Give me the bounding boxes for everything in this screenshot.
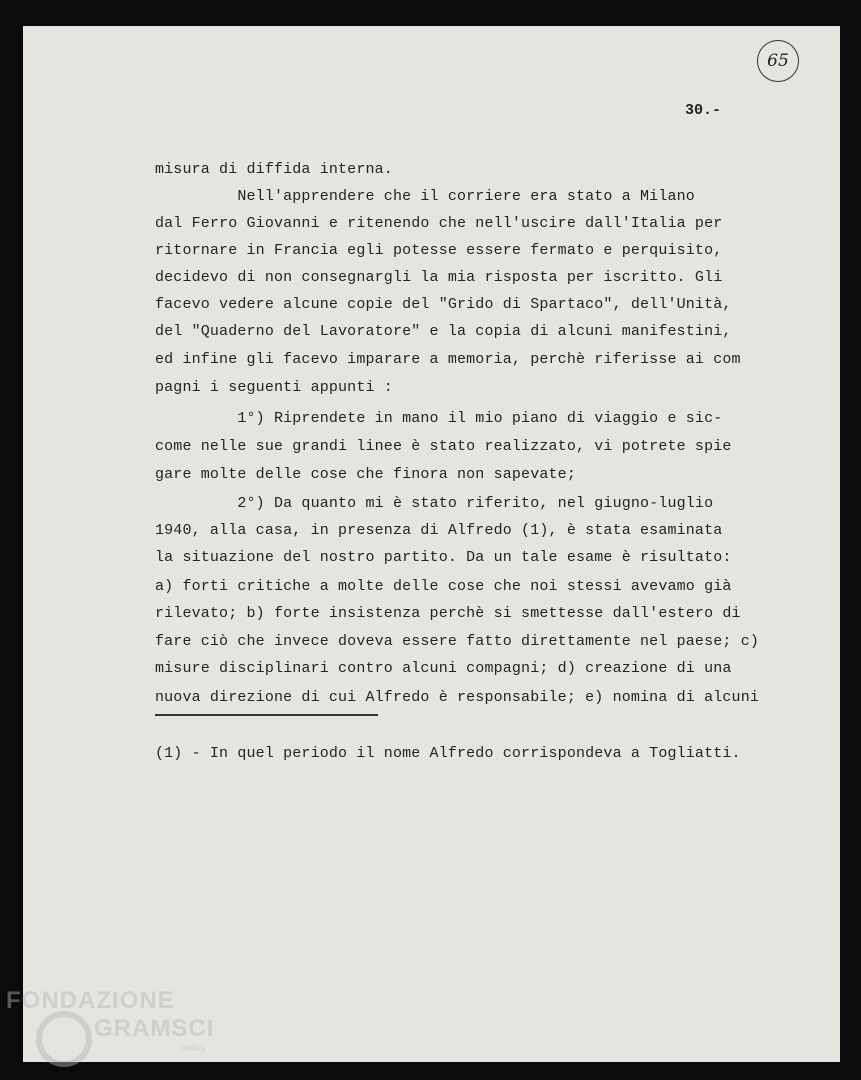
- archive-stamp: 65: [757, 40, 799, 82]
- body-line: decidevo di non consegnargli la mia risposta per iscritto. Gli: [155, 269, 723, 286]
- body-line: fare ciò che invece doveva essere fatto direttamente nel paese; c): [155, 633, 759, 650]
- body-line: misure disciplinari contro alcuni compagni; d) creazione di una: [155, 660, 732, 677]
- body-line: facevo vedere alcune copie del "Grido di Spartaco", dell'Unità,: [155, 296, 732, 313]
- body-line: rilevato; b) forte insistenza perchè si smettesse dall'estero di: [155, 605, 741, 622]
- body-line: pagni i seguenti appunti :: [155, 379, 393, 396]
- watermark-line1: FONDAZIONE: [6, 987, 175, 1014]
- body-line: a) forti critiche a molte delle cose che noi stessi avevamo già: [155, 578, 732, 595]
- body-line: gare molte delle cose che finora non sapevate;: [155, 466, 576, 483]
- body-line: 1940, alla casa, in presenza di Alfredo (1), è stata esaminata: [155, 522, 723, 539]
- body-line: 2°) Da quanto mi è stato riferito, nel giugno-luglio: [155, 495, 714, 512]
- watermark-line3: onlus: [181, 1043, 205, 1054]
- page-number: 30.-: [685, 102, 722, 119]
- body-line: del "Quaderno del Lavoratore" e la copia di alcuni manifestini,: [155, 323, 732, 340]
- body-line: la situazione del nostro partito. Da un tale esame è risultato:: [155, 549, 732, 566]
- body-line: dal Ferro Giovanni e ritenendo che nell'uscire dall'Italia per: [155, 215, 723, 232]
- fondazione-gramsci-watermark: [6, 987, 226, 1067]
- document-page: [23, 26, 840, 1062]
- body-line: misura di diffida interna.: [155, 161, 393, 178]
- body-line: ed infine gli facevo imparare a memoria, perchè riferisse ai com: [155, 351, 741, 368]
- body-line: 1°) Riprendete in mano il mio piano di viaggio e sic-: [155, 410, 723, 427]
- footnote: (1) - In quel periodo il nome Alfredo corrispondeva a Togliatti.: [155, 745, 741, 762]
- gramsci-logo-icon: [36, 1011, 92, 1067]
- body-line: nuova direzione di cui Alfredo è responsabile; e) nomina di alcuni: [155, 689, 759, 706]
- body-line: Nell'apprendere che il corriere era stato a Milano: [155, 188, 695, 205]
- footnote-separator: [155, 714, 378, 716]
- body-line: ritornare in Francia egli potesse essere fermato e perquisito,: [155, 242, 723, 259]
- watermark-line2: GRAMSCI: [94, 1015, 215, 1042]
- body-line: come nelle sue grandi linee è stato realizzato, vi potrete spie: [155, 438, 732, 455]
